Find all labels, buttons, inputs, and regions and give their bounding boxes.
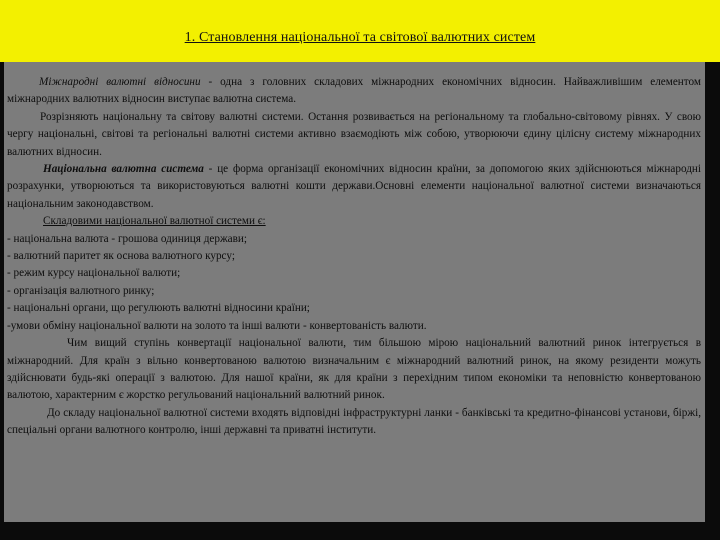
list-item: -умови обміну національної валюти на золото та інші валюти - конвертованість валюти. <box>7 319 427 332</box>
list-item: - валютний паритет як основа валютного курсу; <box>7 250 235 263</box>
slide-title: 1. Становлення національної та світової валютних систем <box>184 30 536 45</box>
paragraph-3 <box>7 161 701 213</box>
list-item: - національна валюта - грошова одиниця держави; <box>7 232 248 245</box>
list-item: - режим курсу національної валюти; <box>7 267 181 280</box>
list-item: - організація валютного ринку; <box>7 284 155 297</box>
paragraph-1 <box>7 74 701 109</box>
paragraph-5: Чим вищий ступінь конвертації національної валюти, тим більшою мірою національний валютний ринок інтегрується в міжнародний. Для країн з вільно конвертованою валютою визначальним є міжнародний валютний ринок, на якому резиденти можуть здійснювати будь-які операції з валютою. Для нашої країни, як для країни з перехідним типом економіки та неповністю конвертованою валютою, характерним є жорстко регульований національний валютний ринок. <box>7 337 701 402</box>
term-international-currency-relations: Міжнародні валютні відносини <box>39 76 201 88</box>
list-heading <box>7 213 701 230</box>
list-item: - національні органи, що регулюють валютні відносини країни; <box>7 302 310 315</box>
content-area <box>4 62 705 522</box>
title-band <box>0 0 720 62</box>
paragraph-2: Розрізняють національну та світову валютні системи. Остання розвивається на регіональному та глобально-світовому рівнях. У свою чергу національні, світові та регіональні валютні системи активно взаємодіють між собою, утворюючи єдину цілісну систему міжнародних валютних відносин. <box>7 110 701 158</box>
paragraph-6: До складу національної валютної системи входять відповідні інфраструктурні ланки - банківські та кредитно-фінансові установи, біржі, спеціальні органи валютного контролю, інші державні та приватні інститути. <box>7 406 701 437</box>
paragraph-1-text: - одна з головних складових міжнародних економічних відносин. Найважливішим елементом міжнародних валютних відносин виступає валютна система. <box>7 76 701 106</box>
list-heading-text: Складовими національної валютної системи є: <box>43 215 266 228</box>
paragraph-3-text: - це форма організації економічних відносин країни, за допомогою яких здійснюються міжнародні розрахунки, утворюються та використовуються валютні кошти держави.Основні елементи національної валютної системи визначаються національним законодавством. <box>7 163 702 210</box>
term-national-currency-system: Національна валютна система <box>43 163 204 176</box>
